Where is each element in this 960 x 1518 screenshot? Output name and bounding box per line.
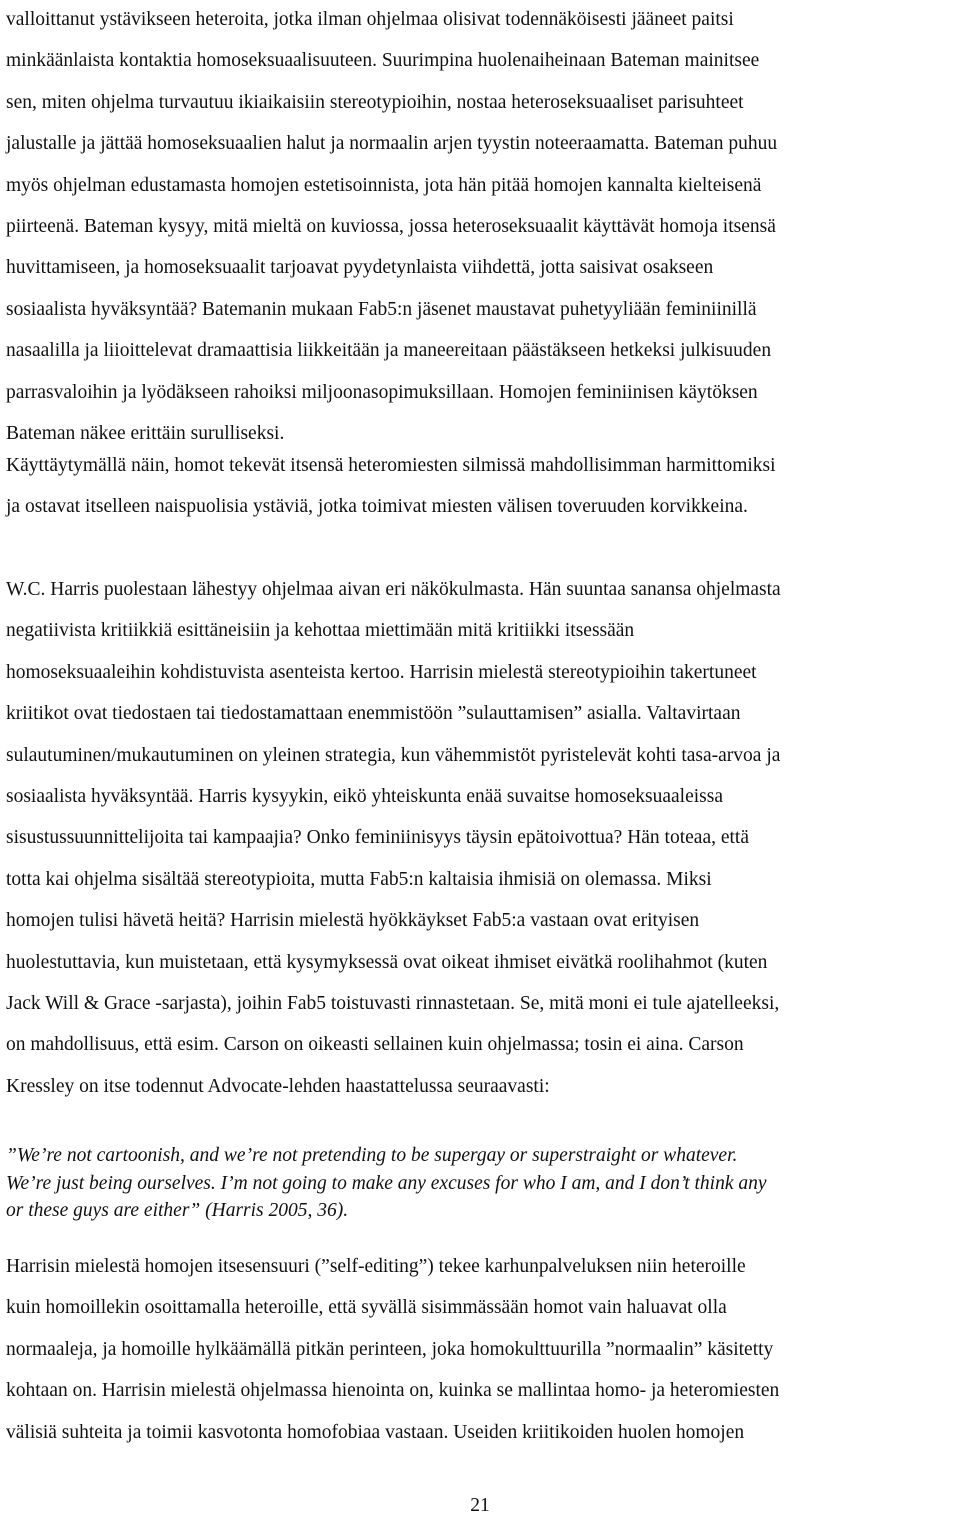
text-line: W.C. Harris puolestaan lähestyy ohjelmaa aivan eri näkökulmasta. Hän suuntaa sanansa ohjelmasta — [6, 579, 781, 600]
text-line: on mahdollisuus, että esim. Carson on oikeasti sellainen kuin ohjelmassa; tosin ei aina. Carson — [6, 1034, 744, 1056]
text-line: parrasvaloihin ja lyödäkseen rahoiksi miljoonasopimuksillaan. Homojen feminiinisen käytöksen — [6, 381, 758, 403]
text-line: myös ohjelman edustamasta homojen estetisoinnista, jota hän pitää homojen kannalta kielteisenä — [6, 174, 762, 196]
text-line: kuin homoillekin osoittamalla heteroille, että syvällä sisimmässään homot vain haluavat olla — [6, 1297, 727, 1319]
text-line: Kressley on itse todennut Advocate-lehden haastattelussa seuraavasti: — [6, 1075, 550, 1097]
text-line: sosiaalista hyväksyntää? Batemanin mukaan Fab5:n jäsenet maustavat puhetyyliään feminiinillä — [6, 298, 757, 320]
paragraph — [6, 0, 777, 454]
text-line: homojen tulisi hävetä heitä? Harrisin mielestä hyökkäykset Fab5:a vastaan ovat erityisen — [6, 910, 700, 932]
text-line: ja ostavat itselleen naispuolisia ystäviä, jotka toimivat miesten välisen toveruuden korvikkeina. — [6, 496, 748, 518]
text-line: Jack Will & Grace -sarjasta), joihin Fab5 toistuvasti rinnastetaan. Se, mitä moni ei tule ajatelleeksi, — [6, 992, 780, 1014]
paragraph — [6, 569, 781, 1107]
paragraph — [6, 1246, 779, 1453]
text-line: välisiä suhteita ja toimii kasvotonta homofobiaa vastaan. Useiden kriitikoiden huolen homojen — [6, 1421, 745, 1443]
quote-line: or these guys are either” (Harris 2005, 36). — [6, 1200, 349, 1222]
text-line: normaaleja, ja homoille hylkäämällä pitkän perinteen, joka homokulttuurilla ”normaalin” käsitetty — [6, 1338, 774, 1360]
text-line: sosiaalista hyväksyntää. Harris kysyykin, eikö yhteiskunta enää suvaitse homoseksuaaleissa — [6, 785, 724, 807]
block-quote — [6, 1142, 767, 1225]
text-line: sisustussuunnittelijoita tai kampaajia? Onko feminiinisyys täysin epätoivottua? Hän toteaa, että — [6, 827, 749, 849]
text-line: Bateman näkee erittäin surulliseksi. — [6, 422, 285, 444]
page-number: 21 — [470, 1495, 490, 1516]
text-line: sen, miten ohjelma turvautuu ikiaikaisiin stereotypioihin, nostaa heteroseksuaaliset parisuhteet — [6, 91, 744, 113]
text-line: homoseksuaaleihin kohdistuvista asenteista kertoo. Harrisin mielestä stereotypioihin takertuneet — [6, 661, 757, 683]
text-line: Harrisin mielestä homojen itsesensuuri (”self-editing”) tekee karhunpalveluksen niin heteroille — [6, 1256, 746, 1277]
quote-line: We’re just being ourselves. I’m not going to make any excuses for who I am, and I don’t think any — [6, 1172, 767, 1194]
text-line: valloittanut ystävikseen heteroita, jotka ilman ohjelmaa olisivat todennäköisesti jääneet paitsi — [6, 9, 734, 30]
quote-line: ”We’re not cartoonish, and we’re not pretending to be supergay or superstraight or whatever. — [6, 1145, 738, 1166]
text-line: kohtaan on. Harrisin mielestä ohjelmassa hienointa on, kuinka se mallintaa homo- ja heteromiesten — [6, 1380, 780, 1402]
text-line: huolestuttavia, kun muistetaan, että kysymyksessä ovat oikeat ihmiset eivätkä roolihahmot (kuten — [6, 951, 768, 973]
text-line: piirteenä. Bateman kysyy, mitä mieltä on kuviossa, jossa heteroseksuaalit käyttävät homoja itsensä — [6, 215, 776, 237]
text-line: totta kai ohjelma sisältää stereotypioita, mutta Fab5:n kaltaisia ihmisiä on olemassa. Miksi — [6, 868, 712, 890]
text-line: negatiivista kritiikkiä esittäneisiin ja kehottaa miettimään mitä kritiikki itsessään — [6, 620, 635, 642]
text-line: jalustalle ja jättää homoseksuaalien halut ja normaalin arjen tyystin noteeraamatta. Bateman puhuu — [6, 133, 778, 155]
text-line: kriitikot ovat tiedostaen tai tiedostamattaan enemmistöön ”sulauttamisen” asialla. Valtavirtaan — [6, 703, 741, 725]
text-line: Käyttäytymällä näin, homot tekevät itsensä heteromiesten silmissä mahdollisimman harmittomiksi — [6, 455, 776, 476]
text-line: nasaalilla ja liioittelevat dramaattisia liikkeitään ja maneereitaan päästäkseen hetkeksi julkisuuden — [6, 340, 772, 362]
text-line: huvittamiseen, ja homoseksuaalit tarjoavat pyydetynlaista viihdettä, jotta saisivat osakseen — [6, 257, 714, 279]
text-line: minkäänlaista kontaktia homoseksuaalisuuteen. Suurimpina huolenaiheinaan Bateman mainitsee — [6, 50, 760, 72]
paragraph — [6, 445, 776, 528]
text-line: sulautuminen/mukautuminen on yleinen strategia, kun vähemmistöt pyristelevät kohti tasa-arvoa ja — [6, 744, 781, 766]
